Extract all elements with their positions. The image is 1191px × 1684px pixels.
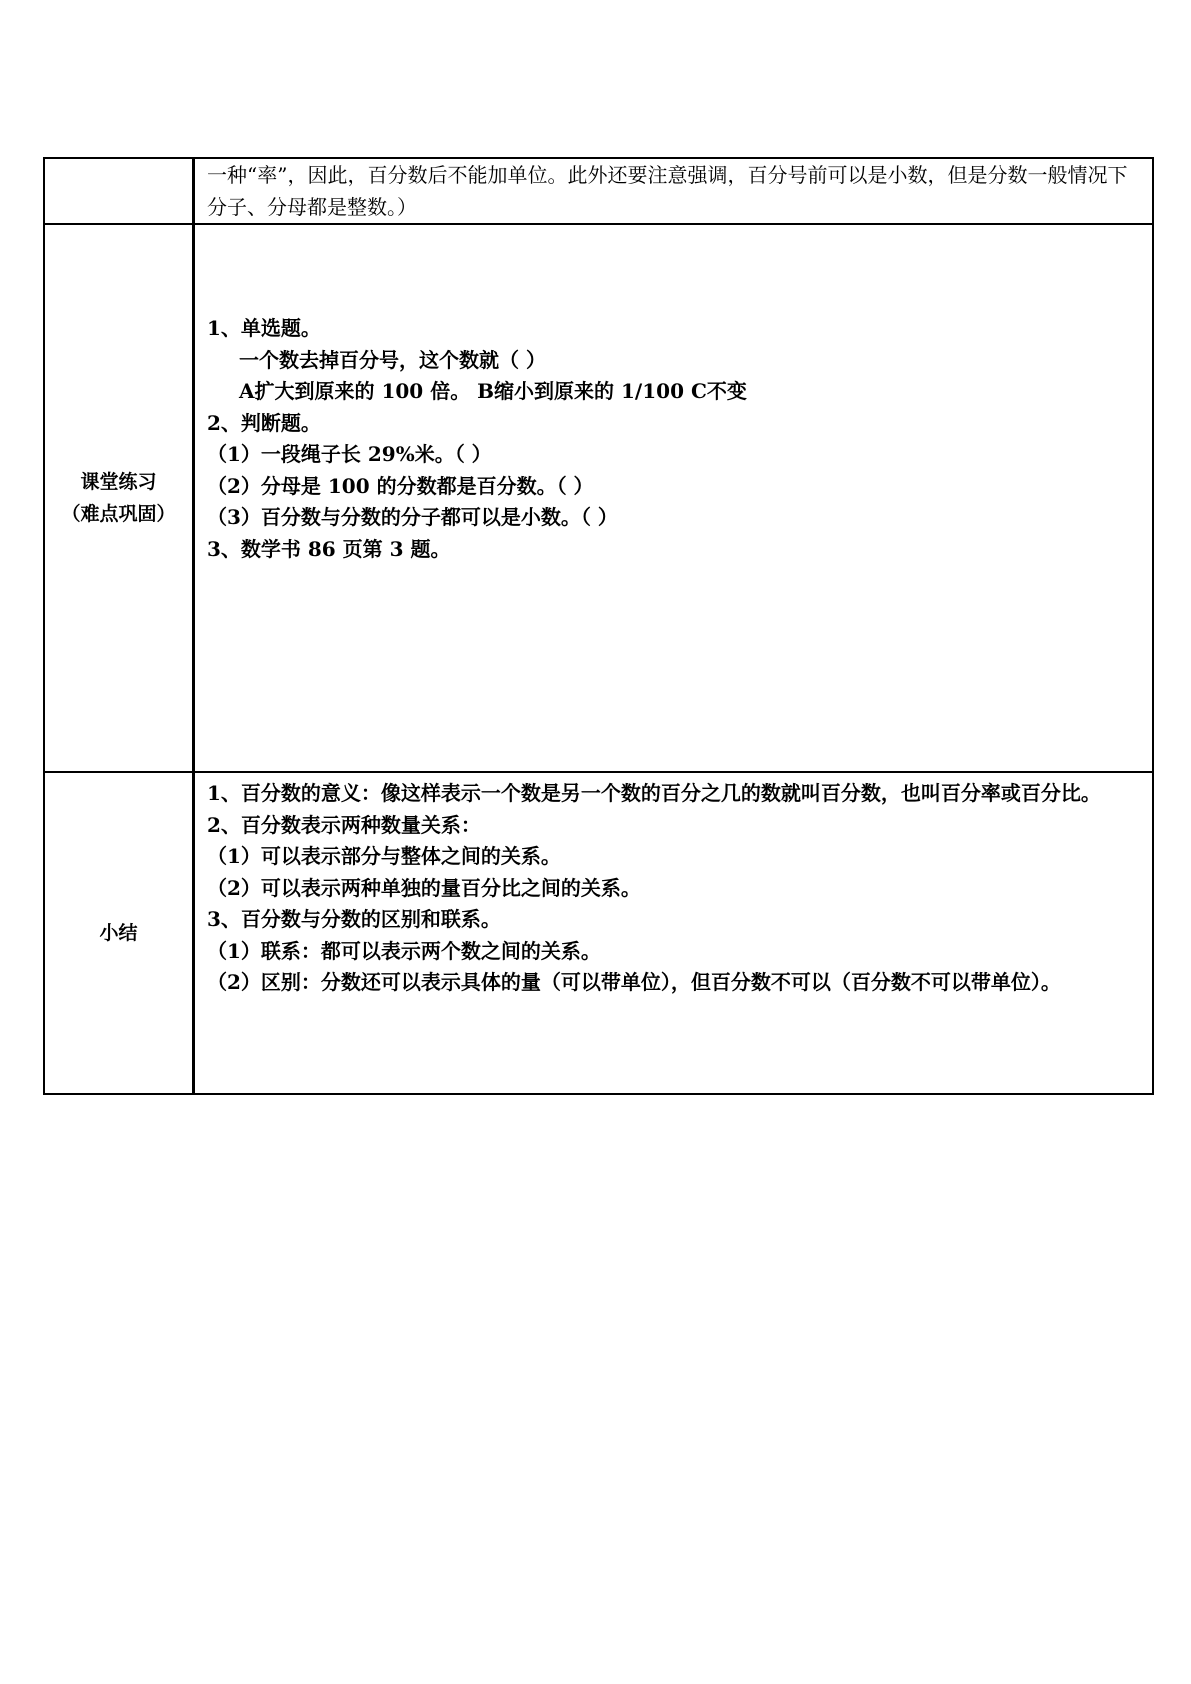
summary-point-2-item: （2）可以表示两种单独的量百分比之间的关系。: [207, 875, 641, 900]
practice-label-subtitle: （难点巩固）: [61, 503, 176, 525]
question-1-title: 1、单选题。: [207, 316, 321, 340]
question-2-item: （1）一段绳子长 29%米。（ ）: [207, 442, 492, 466]
question-3: 3、数学书 86 页第 3 题。: [207, 536, 451, 561]
summary-content: [194, 772, 1154, 1094]
question-1-options: A扩大到原来的 100 倍。 B缩小到原来的 1/100 C不变: [239, 379, 747, 403]
summary-point-3-item: （1）联系：都可以表示两个数之间的关系。: [207, 938, 601, 963]
row-label-practice: [44, 224, 194, 772]
practice-content: [194, 224, 1154, 772]
continuation-text: 一种“率”，因此，百分数后不能加单位。此外还要注意强调，百分号前可以是小数，但是分数一般情况下分子、分母都是整数。）: [207, 163, 1128, 219]
summary-point-3: 3、百分数与分数的区别和联系。: [207, 907, 501, 931]
summary-point-2-item: （1）可以表示部分与整体之间的关系。: [207, 844, 561, 868]
question-2-title: 2、判断题。: [207, 410, 321, 435]
summary-point-1: 1、百分数的意义：像这样表示一个数是另一个数的百分之几的数就叫百分数，也叫百分率或百分比。: [207, 781, 1101, 805]
question-2-item: （2）分母是 100 的分数都是百分数。（ ）: [207, 473, 594, 498]
row-label-summary: 小结: [44, 772, 194, 1094]
summary-point-2: 2、百分数表示两种数量关系：: [207, 812, 481, 837]
question-2-item: （3）百分数与分数的分子都可以是小数。（ ）: [207, 505, 618, 529]
lesson-plan-table: [43, 157, 1154, 1095]
practice-label-title: 课堂练习: [80, 471, 157, 493]
table-row-practice: [44, 224, 1153, 772]
question-1-stem: 一个数去掉百分号，这个数就（ ）: [239, 347, 546, 372]
continuation-content: [194, 158, 1154, 224]
row-label-empty: [44, 158, 194, 224]
summary-point-3-item: （2）区别：分数还可以表示具体的量（可以带单位），但百分数不可以（百分数不可以带单位）。: [207, 970, 1061, 994]
table-row-summary: [44, 772, 1153, 1094]
table-row-continuation: [44, 158, 1153, 224]
